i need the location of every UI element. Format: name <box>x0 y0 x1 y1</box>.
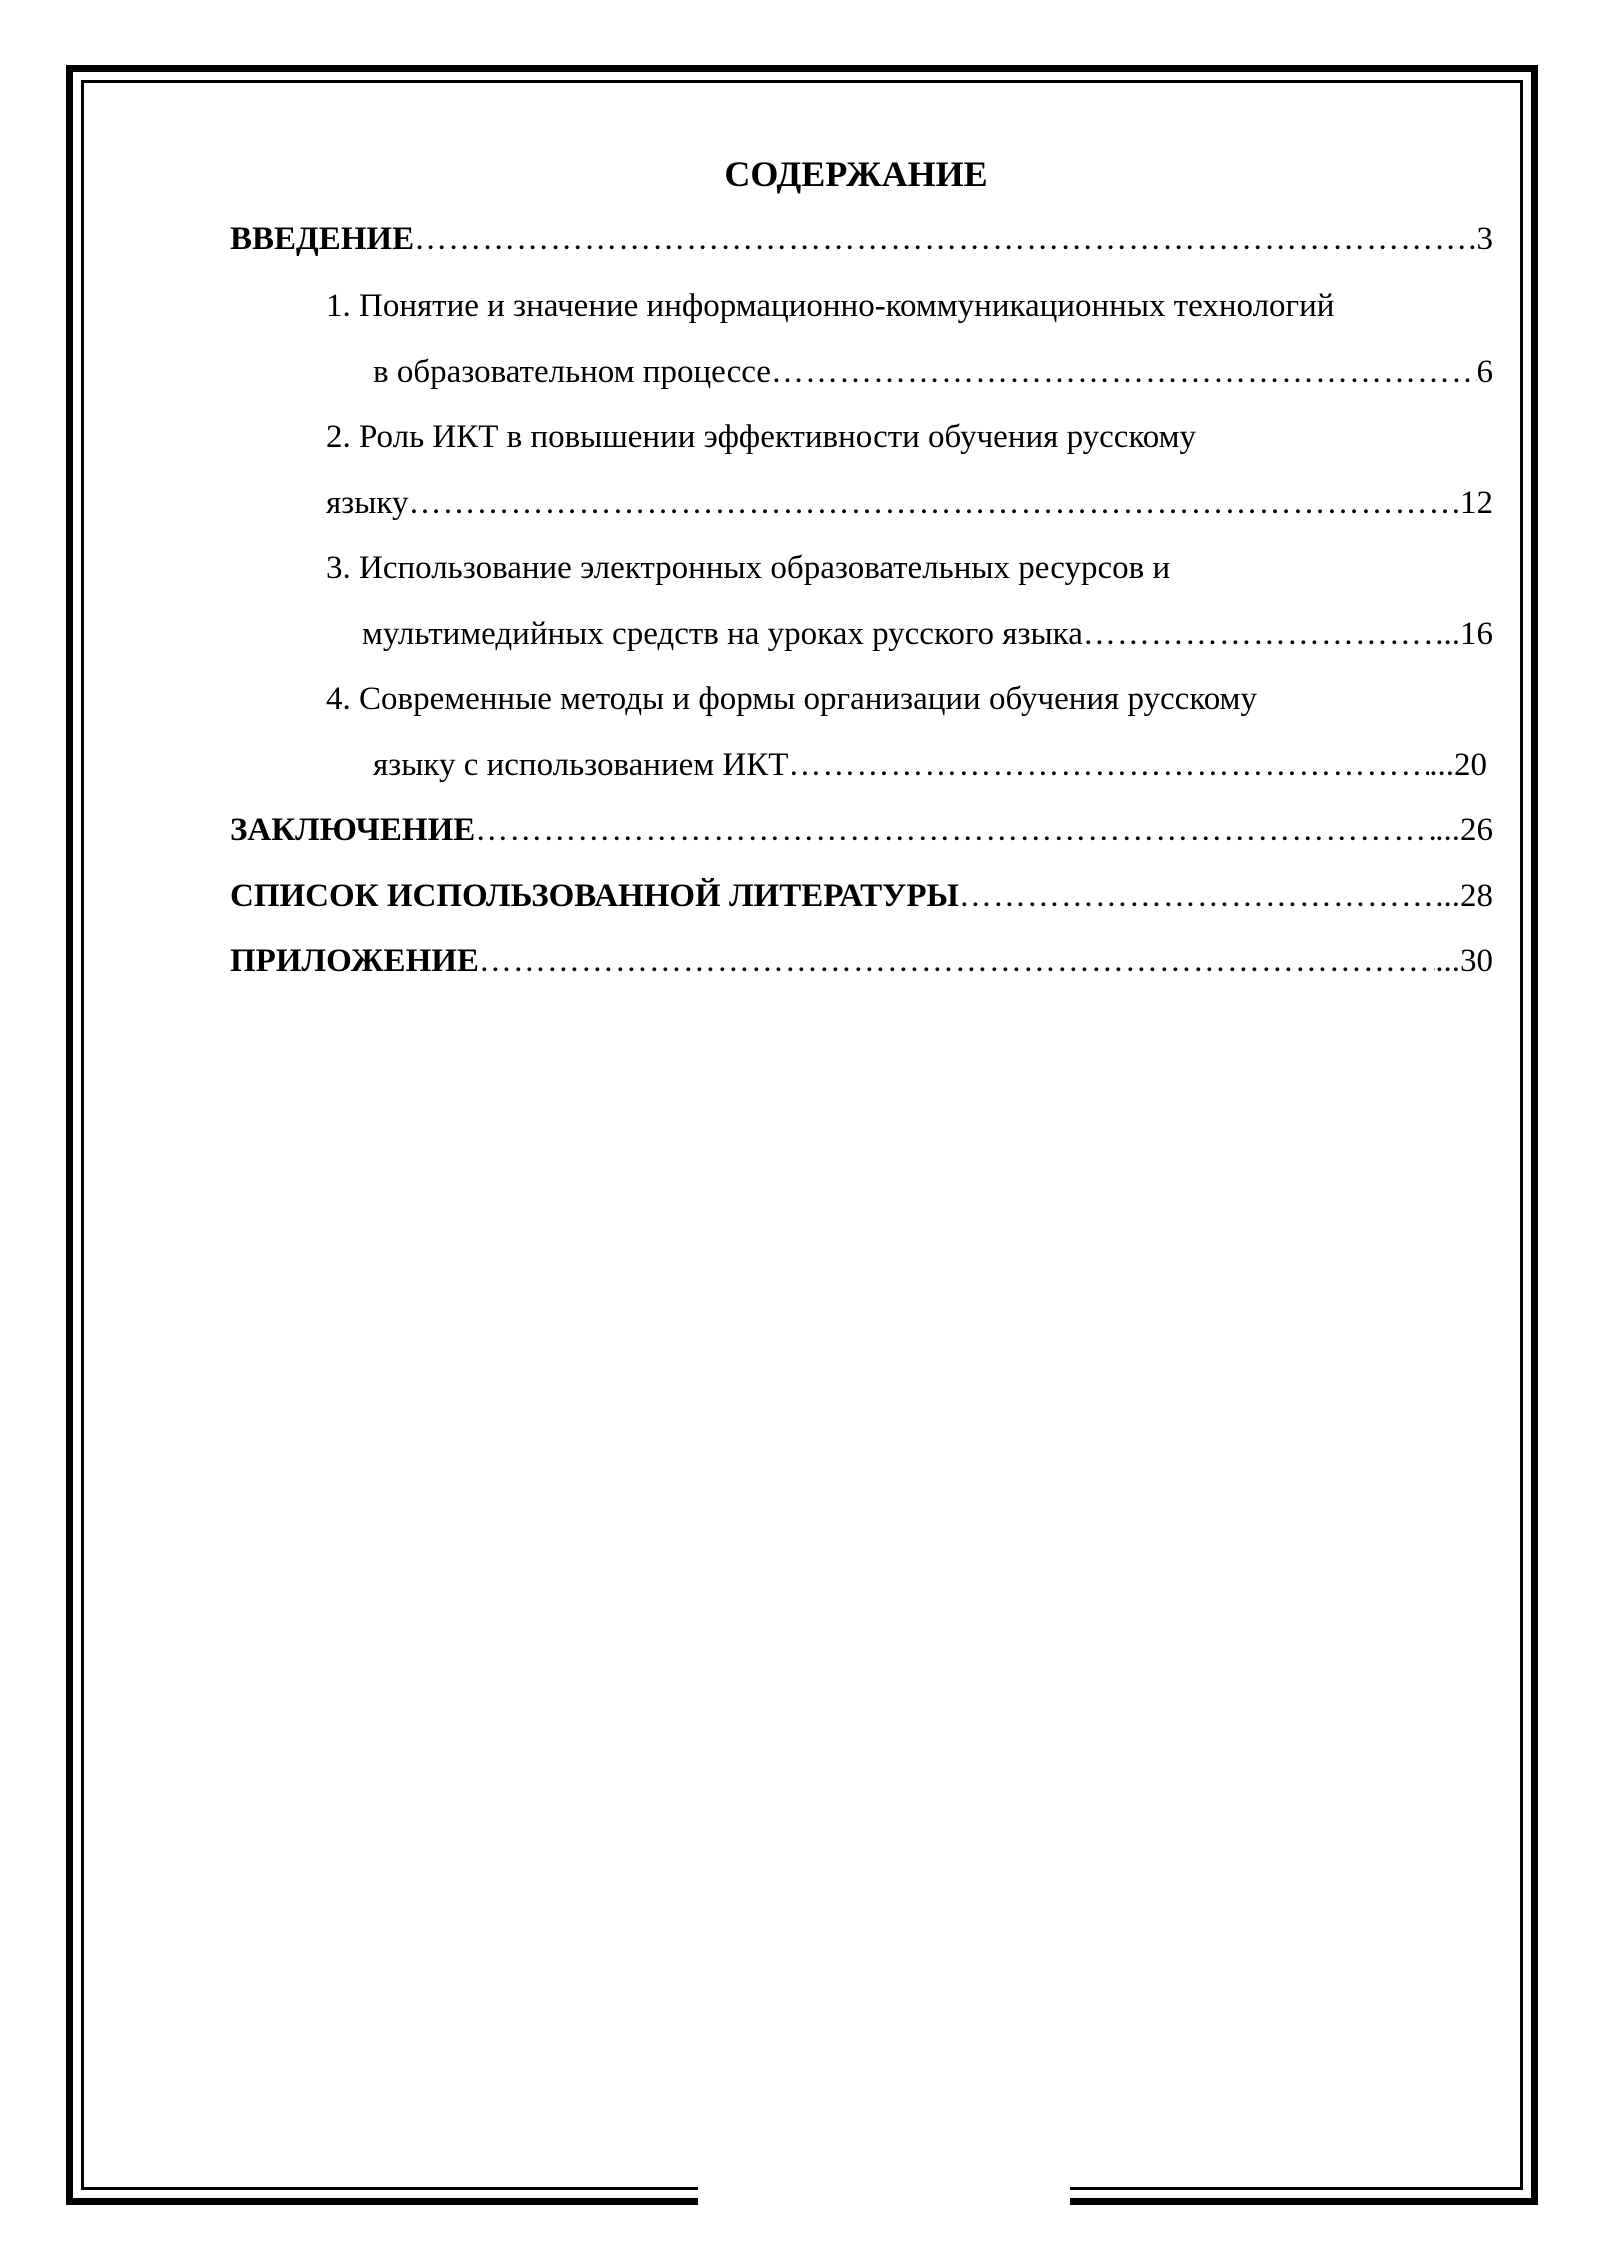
frame-bottom-left-thick <box>66 2198 698 2205</box>
toc-leader-dots <box>414 217 1468 261</box>
toc-page-number: ...20 <box>1429 747 1487 783</box>
toc-page-number: ...16 <box>1435 616 1493 652</box>
toc-leader-dots <box>475 808 1435 852</box>
toc-leader-dots <box>1083 612 1435 656</box>
toc-page-number: 6 <box>1476 354 1493 390</box>
toc-entry-label: ВВЕДЕНИЕ <box>230 221 415 257</box>
toc-page-number: .3 <box>1468 221 1493 257</box>
toc-entry-2-line2 <box>326 481 1493 525</box>
toc-entry-label: в образовательном процессе <box>373 354 771 390</box>
frame-bottom-left-thin <box>81 2187 698 2190</box>
toc-entry-label: ЗАКЛЮЧЕНИЕ <box>230 812 476 848</box>
page-frame-inner <box>81 80 1523 2190</box>
toc-entry-3-line2 <box>362 612 1493 656</box>
frame-bottom-right-thick <box>1070 2198 1538 2205</box>
toc-leader-dots <box>788 743 1429 787</box>
toc-entry-4-line1: 4. Современные методы и формы организации обучения русскому <box>326 681 1257 717</box>
toc-page-number: ...30 <box>1435 943 1493 979</box>
toc-leader-dots <box>479 939 1435 983</box>
toc-title: СОДЕРЖАНИЕ <box>724 154 988 194</box>
toc-entry-1-line1: 1. Понятие и значение информационно-коммуникационных технологий <box>326 288 1335 324</box>
toc-entry-appendix <box>230 939 1493 983</box>
toc-page-number: ...28 <box>1435 878 1493 914</box>
toc-entry-label: мультимедийных средств на уроках русского языка <box>362 616 1083 652</box>
toc-entry-introduction <box>230 217 1493 261</box>
toc-leader-dots <box>959 874 1435 918</box>
toc-entry-label: языку <box>326 485 409 521</box>
toc-entry-references <box>230 874 1493 918</box>
toc-entry-3-line1: 3. Использование электронных образовательных ресурсов и <box>326 550 1171 586</box>
toc-leader-dots <box>408 481 1451 525</box>
toc-page-number: .12 <box>1451 485 1493 521</box>
toc-entry-2-line1: 2. Роль ИКТ в повышении эффективности обучения русскому <box>326 419 1197 455</box>
toc-page-number: ...26 <box>1435 812 1493 848</box>
toc-leader-dots <box>771 350 1477 394</box>
toc-entry-1-line2 <box>373 350 1493 394</box>
toc-entry-conclusion <box>230 808 1493 852</box>
toc-entry-label: ПРИЛОЖЕНИЕ <box>230 943 479 979</box>
toc-entry-4-line2 <box>373 743 1487 787</box>
frame-bottom-right-thin <box>1070 2187 1523 2190</box>
toc-entry-label: языку с использованием ИКТ <box>373 747 789 783</box>
toc-entry-label: СПИСОК ИСПОЛЬЗОВАННОЙ ЛИТЕРАТУРЫ <box>230 878 959 914</box>
